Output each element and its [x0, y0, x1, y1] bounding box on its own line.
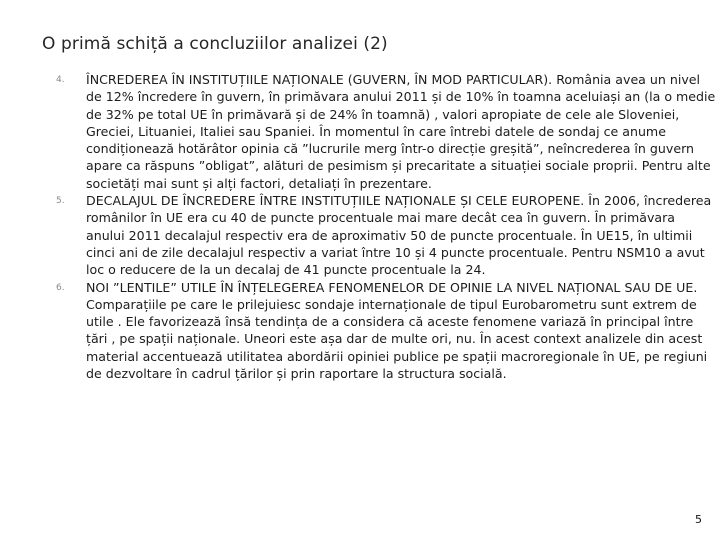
list-item-number: 5. — [56, 196, 65, 207]
list-item-number: 4. — [56, 75, 65, 85]
page-number: 5 — [695, 513, 702, 526]
list-item-text: DECALAJUL DE ÎNCREDERE ÎNTRE INSTITUȚIILE NAȚIONALE ȘI CELE EUROPENE. În 2006, încrederea românilor în UE era cu 40 de puncte procentuale mai mare decât cea în guvern. În primăvara anului 2011 decalajul respectiv era de aproximativ 50 de puncte procentuale. În UE15, în ultimii cinci ani de zile decalajul respectiv a variat între 10 și 4 puncte procentuale. Pentru NSM10 a avut loc o reducere de la un decalaj de 41 puncte procentuale la 24. — [86, 193, 712, 278]
numbered-list — [56, 71, 716, 382]
list-item — [56, 71, 716, 192]
list-item-number: 6. — [56, 282, 65, 293]
slide-title: O primă schiță a concluziilor analizei (2) — [42, 34, 388, 54]
list-item-text: NOI ”LENTILE” UTILE ÎN ÎNȚELEGEREA FENOMENELOR DE OPINIE LA NIVEL NAȚIONAL SAU DE UE. Comparațiile pe care le prilejuiesc sondaje internaționale de tipul Eurobarometru sunt extrem de utile . Ele favorizează însă tendința de a considera că aceste fenomene variază în principal între țări , pe spații naționale. Uneori este așa dar de multe ori, nu. În acest context analizele din acest material accentuează utilitatea abordării opiniei publice pe spații macroregionale în UE, pe regiuni de dezvoltare în cadrul țărilor și prin raportare la structura socială. — [86, 279, 708, 382]
list-item — [56, 192, 716, 278]
list-item — [56, 279, 716, 383]
list-item-text: ÎNCREDEREA ÎN INSTITUȚIILE NAȚIONALE (GUVERN, ÎN MOD PARTICULAR). România avea un nivel de 12% încredere în guvern, în primăvara anului 2011 și de 10% în toamna aceluiași an (la o medie de 32% pe total UE în primăvară și de 24% în toamnă) , valori apropiate de cele ale Sloveniei, Greciei, Lituaniei, Italiei sau Spaniei. În momentul în care întrebi datele de sondaj ce anume condiționează hotărâtor opinia că ”lucrurile merg într-o direcție greșită”, neîncrederea în guvern apare ca răspuns ”obligat”, alături de pesimism și precaritate a situației sociale proprii. Pentru alte societăți mai sunt și alți factori, detaliați în prezentare. — [86, 72, 716, 191]
